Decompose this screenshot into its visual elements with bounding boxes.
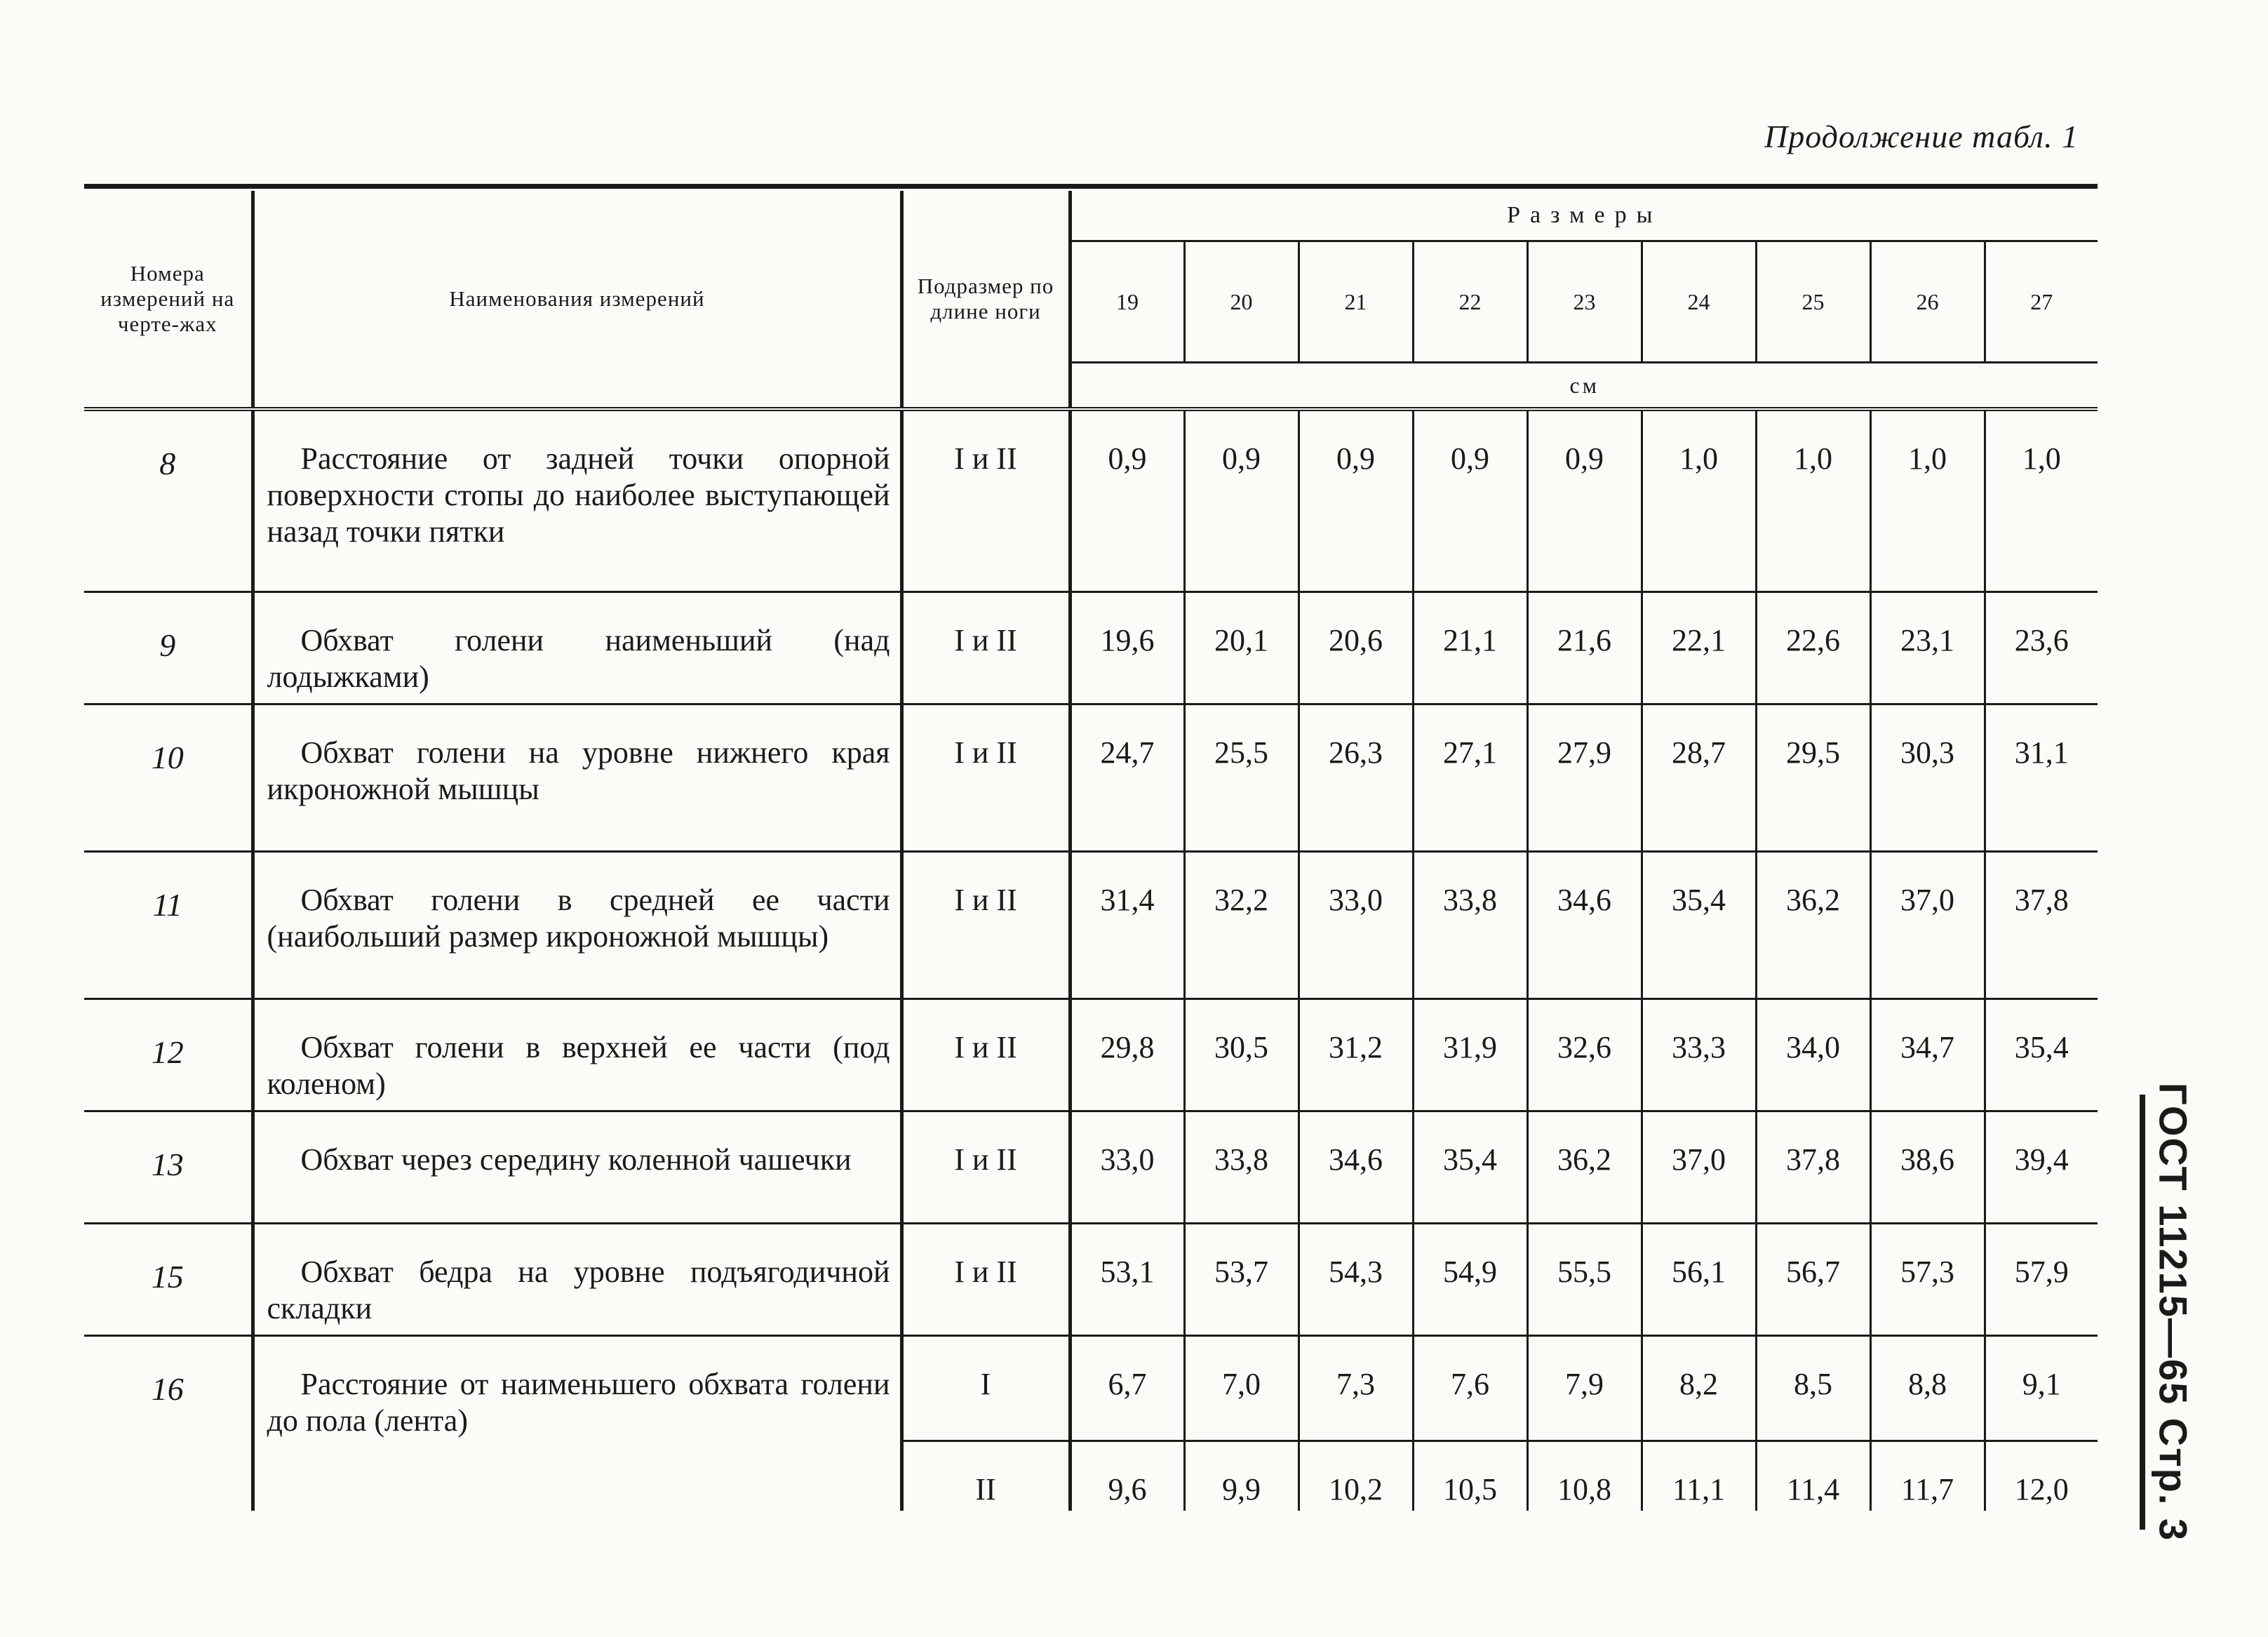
- size-value: 54,9: [1413, 1223, 1527, 1335]
- gost-page-label: ГОСТ 11215—65 Стр. 3: [2151, 1082, 2196, 1542]
- size-value: 53,7: [1184, 1223, 1299, 1335]
- size-value: 33,3: [1642, 998, 1756, 1111]
- size-value: 1,0: [1870, 409, 1985, 592]
- side-stamp-bar: [2140, 1095, 2145, 1530]
- measurement-name: [253, 998, 901, 1111]
- size-value: 24,7: [1070, 704, 1184, 851]
- measurement-name-text: Обхват бедра на уровне подъягодичной складки: [267, 1254, 890, 1325]
- size-value: 57,3: [1870, 1223, 1985, 1335]
- size-value: 1,0: [1642, 409, 1756, 592]
- size-value: 31,9: [1413, 998, 1527, 1111]
- size-value: 37,0: [1642, 1111, 1756, 1223]
- table-row: [84, 851, 2098, 998]
- size-value: 29,8: [1070, 998, 1184, 1111]
- subsize: I и II: [901, 851, 1070, 998]
- measurement-number: 16: [84, 1335, 253, 1511]
- size-value: 0,9: [1184, 409, 1299, 592]
- table-continuation-caption: Продолжение табл. 1: [1764, 119, 2079, 154]
- table-row: [84, 592, 2098, 704]
- size-value: 20,1: [1184, 592, 1299, 704]
- size-value: 20,6: [1299, 592, 1413, 704]
- measurement-number: 11: [84, 851, 253, 998]
- size-value: 27,9: [1527, 704, 1642, 851]
- size-value: 30,3: [1870, 704, 1985, 851]
- subsize: I и II: [901, 409, 1070, 592]
- measurement-name: [253, 851, 901, 998]
- size-value: 34,6: [1299, 1111, 1413, 1223]
- measurement-name-text: Обхват голени в верхней ее части (под коленом): [267, 1029, 890, 1101]
- top-rule: [84, 184, 2098, 189]
- size-value: 10,2: [1299, 1441, 1413, 1511]
- size-value: 28,7: [1642, 704, 1756, 851]
- measurements-table: [84, 191, 2098, 1511]
- header-size: 24: [1642, 241, 1756, 363]
- size-value: 29,5: [1756, 704, 1870, 851]
- table-row: [84, 1223, 2098, 1335]
- size-value: 26,3: [1299, 704, 1413, 851]
- measurement-number: 13: [84, 1111, 253, 1223]
- header-size: 22: [1413, 241, 1527, 363]
- size-value: 9,9: [1184, 1441, 1299, 1511]
- size-value: 0,9: [1413, 409, 1527, 592]
- size-value: 6,7: [1070, 1335, 1184, 1441]
- header-measurement-name: Наименования измерений: [253, 191, 901, 407]
- header-subsize: Подразмер по длине ноги: [901, 191, 1070, 407]
- size-value: 7,6: [1413, 1335, 1527, 1441]
- size-value: 10,8: [1527, 1441, 1642, 1511]
- size-value: 31,2: [1299, 998, 1413, 1111]
- size-value: 53,1: [1070, 1223, 1184, 1335]
- measurement-number: 12: [84, 998, 253, 1111]
- size-value: 10,5: [1413, 1441, 1527, 1511]
- size-value: 19,6: [1070, 592, 1184, 704]
- subsize: II: [901, 1441, 1070, 1511]
- measurement-number: 9: [84, 592, 253, 704]
- measurement-name-text: Расстояние от наименьшего обхвата голени до пола (лента): [267, 1366, 890, 1438]
- size-value: 8,8: [1870, 1335, 1985, 1441]
- size-value: 21,1: [1413, 592, 1527, 704]
- measurement-name-text: Обхват голени наименьший (над лодыжками): [267, 622, 890, 694]
- measurement-name: [253, 592, 901, 704]
- size-value: 8,2: [1642, 1335, 1756, 1441]
- size-value: 23,1: [1870, 592, 1985, 704]
- size-value: 21,6: [1527, 592, 1642, 704]
- size-value: 35,4: [1985, 998, 2098, 1111]
- size-value: 57,9: [1985, 1223, 2098, 1335]
- size-value: 33,8: [1184, 1111, 1299, 1223]
- size-value: 33,0: [1299, 851, 1413, 998]
- subsize: I и II: [901, 704, 1070, 851]
- size-value: 0,9: [1070, 409, 1184, 592]
- size-value: 34,0: [1756, 998, 1870, 1111]
- table-row: [84, 1335, 2098, 1441]
- size-value: 39,4: [1985, 1111, 2098, 1223]
- header-unit: см: [1569, 372, 1599, 398]
- size-value: 25,5: [1184, 704, 1299, 851]
- size-value: 30,5: [1184, 998, 1299, 1111]
- table-row: [84, 704, 2098, 851]
- size-value: 36,2: [1527, 1111, 1642, 1223]
- subsize: I: [901, 1335, 1070, 1441]
- size-value: 34,6: [1527, 851, 1642, 998]
- size-value: 33,8: [1413, 851, 1527, 998]
- measurement-name: [253, 1335, 901, 1511]
- size-value: 23,6: [1985, 592, 2098, 704]
- size-value: 32,6: [1527, 998, 1642, 1111]
- size-value: 35,4: [1642, 851, 1756, 998]
- size-value: 11,4: [1756, 1441, 1870, 1511]
- size-value: 37,8: [1756, 1111, 1870, 1223]
- size-value: 37,0: [1870, 851, 1985, 998]
- header-size: 26: [1870, 241, 1985, 363]
- size-value: 56,7: [1756, 1223, 1870, 1335]
- subsize: I и II: [901, 592, 1070, 704]
- header-size: 19: [1070, 241, 1184, 363]
- size-value: 37,8: [1985, 851, 2098, 998]
- size-value: 0,9: [1299, 409, 1413, 592]
- size-value: 36,2: [1756, 851, 1870, 998]
- measurement-name: [253, 409, 901, 592]
- measurement-name-text: Обхват голени на уровне нижнего края икроножной мышцы: [267, 735, 890, 806]
- size-value: 55,5: [1527, 1223, 1642, 1335]
- header-sizes-title: Размеры: [1070, 191, 2098, 241]
- size-value: 9,6: [1070, 1441, 1184, 1511]
- size-value: 31,1: [1985, 704, 2098, 851]
- size-value: 11,1: [1642, 1441, 1756, 1511]
- measurement-name-text: Обхват через середину коленной чашечки: [300, 1142, 852, 1177]
- size-value: 7,9: [1527, 1335, 1642, 1441]
- subsize: I и II: [901, 1223, 1070, 1335]
- measurement-name: [253, 1111, 901, 1223]
- size-value: 31,4: [1070, 851, 1184, 998]
- size-value: 34,7: [1870, 998, 1985, 1111]
- size-value: 7,0: [1184, 1335, 1299, 1441]
- table-row: [84, 1111, 2098, 1223]
- size-value: 1,0: [1985, 409, 2098, 592]
- subsize: I и II: [901, 998, 1070, 1111]
- side-stamp: [2140, 1082, 2203, 1542]
- header-size: 23: [1527, 241, 1642, 363]
- measurement-name-text: Расстояние от задней точки опорной поверхности стопы до наиболее выступающей назад точки пятки: [267, 441, 890, 549]
- size-value: 35,4: [1413, 1111, 1527, 1223]
- header-measurement-number: Номера измерений на черте-жах: [84, 191, 253, 407]
- measurement-number: 10: [84, 704, 253, 851]
- size-value: 9,1: [1985, 1335, 2098, 1441]
- size-value: 7,3: [1299, 1335, 1413, 1441]
- measurement-name-text: Обхват голени в средней ее части (наибольший размер икроножной мышцы): [267, 882, 890, 954]
- size-value: 32,2: [1184, 851, 1299, 998]
- size-value: 38,6: [1870, 1111, 1985, 1223]
- header-size: 27: [1985, 241, 2098, 363]
- table-row: [84, 998, 2098, 1111]
- size-value: 56,1: [1642, 1223, 1756, 1335]
- measurement-name: [253, 704, 901, 851]
- size-value: 8,5: [1756, 1335, 1870, 1441]
- table-row: [84, 409, 2098, 592]
- measurement-number: 8: [84, 409, 253, 592]
- size-value: 1,0: [1756, 409, 1870, 592]
- header-size: 20: [1184, 241, 1299, 363]
- size-value: 33,0: [1070, 1111, 1184, 1223]
- size-value: 12,0: [2014, 1471, 2069, 1506]
- size-value: 22,6: [1756, 592, 1870, 704]
- measurement-name: [253, 1223, 901, 1335]
- size-value: 54,3: [1299, 1223, 1413, 1335]
- header-size: 25: [1756, 241, 1870, 363]
- header-size: 21: [1299, 241, 1413, 363]
- size-value: 11,7: [1870, 1441, 1985, 1511]
- size-value: 27,1: [1413, 704, 1527, 851]
- size-value: 0,9: [1527, 409, 1642, 592]
- measurement-number: 15: [84, 1223, 253, 1335]
- subsize: I и II: [901, 1111, 1070, 1223]
- size-value: 22,1: [1642, 592, 1756, 704]
